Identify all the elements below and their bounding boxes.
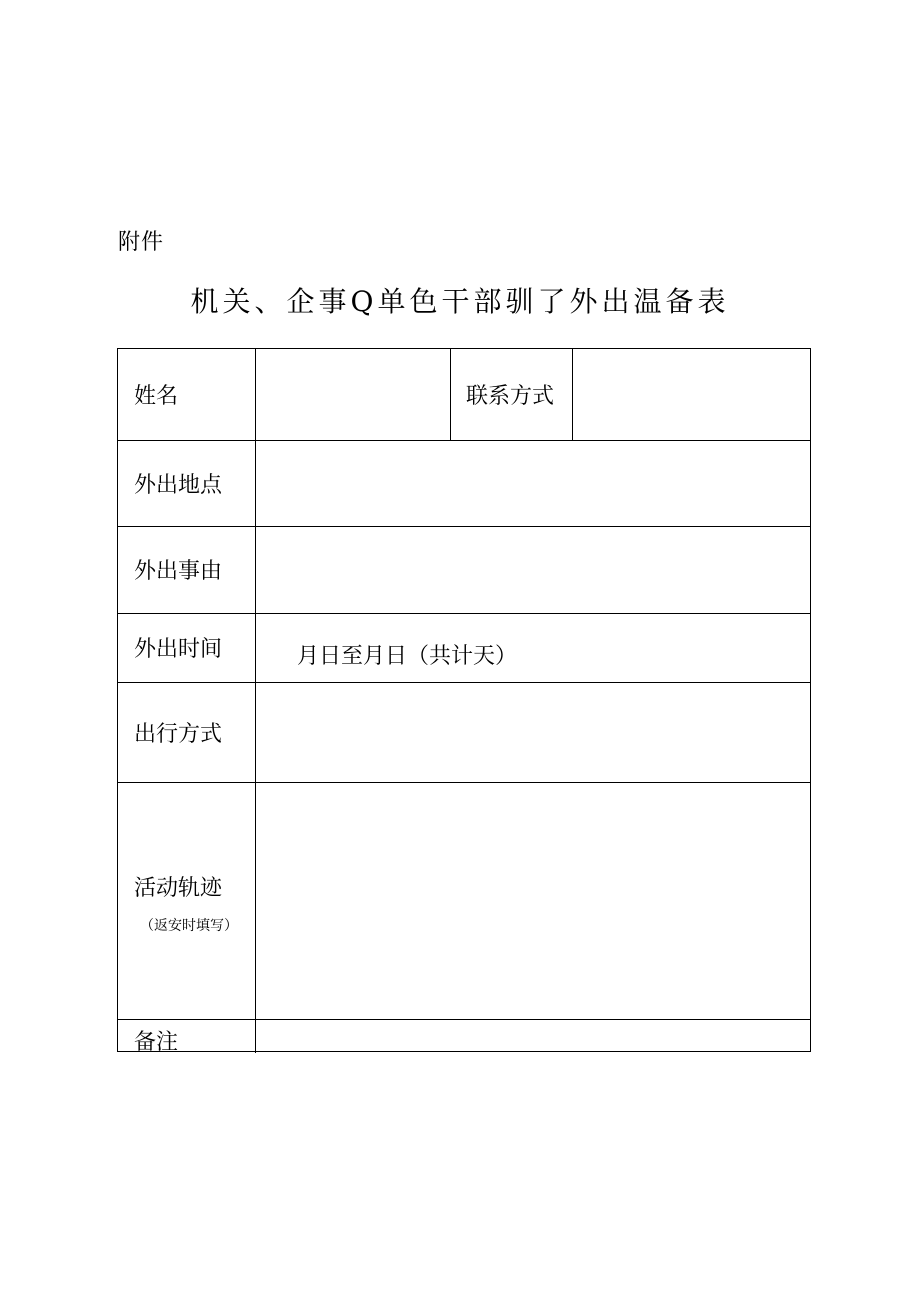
row-divider — [118, 682, 810, 683]
remark-field[interactable] — [258, 1021, 809, 1051]
contact-label: 联系方式 — [466, 384, 555, 409]
remark-label: 备注 — [134, 1030, 179, 1055]
name-field[interactable] — [258, 351, 448, 439]
location-label: 外出地点 — [134, 473, 223, 498]
column-divider — [450, 349, 451, 440]
transport-label: 出行方式 — [134, 722, 223, 747]
filing-form-table — [117, 348, 811, 1055]
time-label: 外出时间 — [134, 637, 223, 662]
row-divider — [118, 526, 810, 527]
attachment-label: 附件 — [118, 230, 165, 255]
row-divider — [118, 613, 810, 614]
time-field[interactable]: 月日至月日（共计天） — [297, 644, 518, 669]
transport-field[interactable] — [258, 684, 809, 781]
contact-field[interactable] — [575, 351, 809, 439]
column-divider — [255, 349, 256, 1053]
row-divider — [118, 782, 810, 783]
track-label: 活动轨迹 — [134, 876, 223, 901]
row-divider — [118, 1019, 810, 1020]
name-label: 姓名 — [134, 384, 179, 409]
reason-label: 外出事由 — [134, 559, 223, 584]
form-title: 机关、企事Q单色干部驯了外出温备表 — [190, 285, 730, 318]
column-divider — [572, 349, 573, 440]
reason-field[interactable] — [258, 528, 809, 612]
row-divider — [118, 440, 810, 441]
track-field[interactable] — [258, 784, 809, 1018]
track-note: （返安时填写） — [140, 918, 238, 934]
location-field[interactable] — [258, 442, 809, 525]
